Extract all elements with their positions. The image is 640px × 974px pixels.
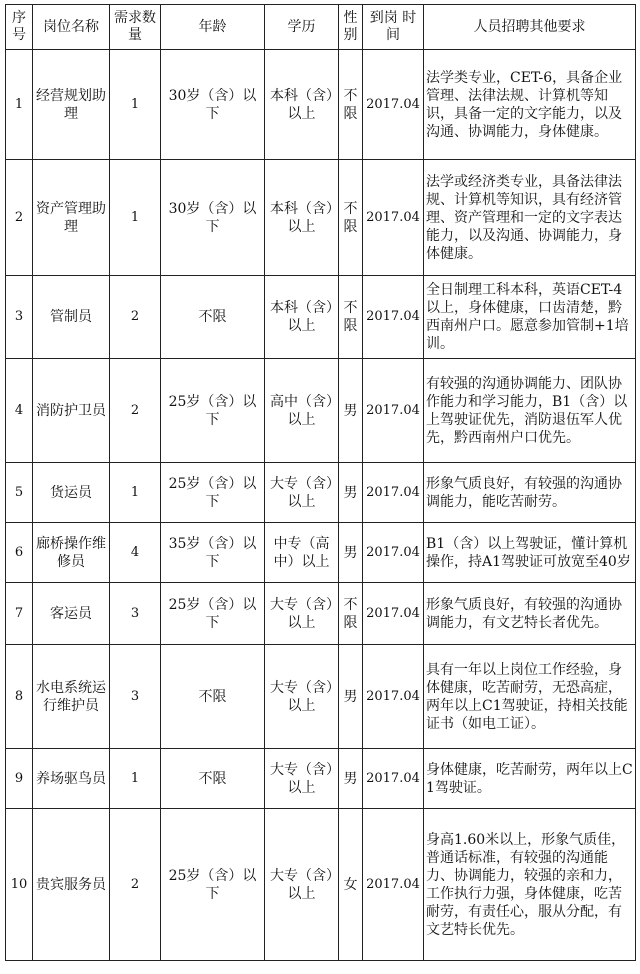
cell-age: 不限 (161, 276, 265, 359)
cell-requirements: 法学或经济类专业，具备法律法规、计算机等知识，具有经济管理、资产管理和一定的文字表达能力，以及沟通、协调能力，身体健康。 (424, 160, 636, 276)
cell-requirements: 形象气质良好，有较强的沟通协调能力，能吃苦耐劳。 (424, 463, 636, 523)
table-row (6, 645, 636, 749)
cell-education: 大专（含）以上 (265, 645, 339, 749)
cell-date: 2017.04 (363, 359, 424, 463)
cell-position: 消防护卫员 (33, 359, 110, 463)
cell-position: 经营规划助理 (33, 50, 110, 160)
cell-education: 本科（含）以上 (265, 160, 339, 276)
cell-count: 3 (110, 645, 161, 749)
table-row (6, 749, 636, 809)
cell-position: 水电系统运行维护员 (33, 645, 110, 749)
table-row (6, 359, 636, 463)
cell-seq: 6 (6, 523, 33, 583)
cell-count: 3 (110, 583, 161, 645)
cell-education: 高中（含）以上 (265, 359, 339, 463)
cell-count: 1 (110, 50, 161, 160)
cell-education: 中专（高中）以上 (265, 523, 339, 583)
cell-requirements: B1（含）以上驾驶证，懂计算机操作，持A1驾驶证可放宽至40岁 (424, 523, 636, 583)
cell-education: 本科（含）以上 (265, 276, 339, 359)
cell-requirements: 形象气质良好，有较强的沟通协调能力，有文艺特长者优先。 (424, 583, 636, 645)
cell-age: 30岁（含）以下 (161, 50, 265, 160)
cell-age: 35岁（含）以下 (161, 523, 265, 583)
cell-position: 客运员 (33, 583, 110, 645)
cell-education: 本科（含）以上 (265, 50, 339, 160)
cell-date: 2017.04 (363, 583, 424, 645)
cell-position: 管制员 (33, 276, 110, 359)
header-gender: 性别 (339, 5, 363, 50)
cell-age: 25岁（含）以下 (161, 809, 265, 961)
cell-age: 30岁（含）以下 (161, 160, 265, 276)
cell-count: 2 (110, 276, 161, 359)
cell-gender: 不限 (339, 583, 363, 645)
cell-gender: 男 (339, 749, 363, 809)
header-education: 学历 (265, 5, 339, 50)
table-row (6, 160, 636, 276)
header-position: 岗位名称 (33, 5, 110, 50)
recruitment-table (5, 4, 636, 961)
cell-count: 1 (110, 749, 161, 809)
cell-position: 廊桥操作维修员 (33, 523, 110, 583)
table-row (6, 583, 636, 645)
cell-gender: 男 (339, 463, 363, 523)
cell-education: 大专（含）以上 (265, 583, 339, 645)
cell-requirements: 全日制理工科本科，英语CET-4以上，身体健康，口齿清楚，黔西南州户口。愿意参加管制+1培训。 (424, 276, 636, 359)
cell-seq: 10 (6, 809, 33, 961)
cell-education: 大专（含）以上 (265, 809, 339, 961)
cell-date: 2017.04 (363, 523, 424, 583)
cell-age: 不限 (161, 749, 265, 809)
cell-date: 2017.04 (363, 50, 424, 160)
table-row (6, 809, 636, 961)
header-arrival-date: 到岗 时间 (363, 5, 424, 50)
cell-gender: 不限 (339, 276, 363, 359)
cell-gender: 男 (339, 523, 363, 583)
cell-requirements: 法学类专业，CET-6，具备企业管理、法律法规、计算机等知识，具备一定的文字能力，以及沟通、协调能力，身体健康。 (424, 50, 636, 160)
cell-age: 25岁（含）以下 (161, 359, 265, 463)
header-age: 年龄 (161, 5, 265, 50)
cell-position: 贵宾服务员 (33, 809, 110, 961)
cell-date: 2017.04 (363, 160, 424, 276)
cell-position: 货运员 (33, 463, 110, 523)
cell-age: 不限 (161, 645, 265, 749)
cell-count: 2 (110, 809, 161, 961)
cell-count: 2 (110, 359, 161, 463)
cell-seq: 4 (6, 359, 33, 463)
cell-date: 2017.04 (363, 463, 424, 523)
cell-gender: 男 (339, 359, 363, 463)
cell-seq: 9 (6, 749, 33, 809)
header-count: 需求数量 (110, 5, 161, 50)
table-row (6, 523, 636, 583)
cell-seq: 2 (6, 160, 33, 276)
cell-gender: 女 (339, 809, 363, 961)
cell-position: 资产管理助理 (33, 160, 110, 276)
cell-date: 2017.04 (363, 749, 424, 809)
cell-gender: 不限 (339, 160, 363, 276)
table-row (6, 50, 636, 160)
cell-seq: 5 (6, 463, 33, 523)
cell-position: 养场驱鸟员 (33, 749, 110, 809)
table-row (6, 276, 636, 359)
header-row (6, 5, 636, 50)
table-row (6, 463, 636, 523)
cell-education: 大专（含）以上 (265, 463, 339, 523)
header-other-requirements: 人员招聘其他要求 (424, 5, 636, 50)
cell-gender: 不限 (339, 50, 363, 160)
cell-age: 25岁（含）以下 (161, 463, 265, 523)
cell-seq: 3 (6, 276, 33, 359)
cell-requirements: 身高1.60米以上，形象气质佳，普通话标准，有较强的沟通能力、协调能力，较强的亲和力，工作执行力强，身体健康，吃苦耐劳，有责任心，服从分配，有文艺特长优先。 (424, 809, 636, 961)
header-seq: 序号 (6, 5, 33, 50)
cell-education: 大专（含）以上 (265, 749, 339, 809)
cell-count: 1 (110, 160, 161, 276)
cell-requirements: 具有一年以上岗位工作经验，身体健康，吃苦耐劳，无恐高症，两年以上C1驾驶证，持相关技能证书（如电工证）。 (424, 645, 636, 749)
cell-count: 4 (110, 523, 161, 583)
cell-date: 2017.04 (363, 645, 424, 749)
cell-seq: 1 (6, 50, 33, 160)
cell-gender: 男 (339, 645, 363, 749)
cell-requirements: 身体健康，吃苦耐劳，两年以上C1驾驶证。 (424, 749, 636, 809)
cell-seq: 8 (6, 645, 33, 749)
cell-date: 2017.04 (363, 809, 424, 961)
cell-requirements: 有较强的沟通协调能力、团队协作能力和学习能力，B1（含）以上驾驶证优先，消防退伍军人优先，黔西南州户口优先。 (424, 359, 636, 463)
cell-date: 2017.04 (363, 276, 424, 359)
cell-seq: 7 (6, 583, 33, 645)
cell-count: 1 (110, 463, 161, 523)
cell-age: 25岁（含）以下 (161, 583, 265, 645)
